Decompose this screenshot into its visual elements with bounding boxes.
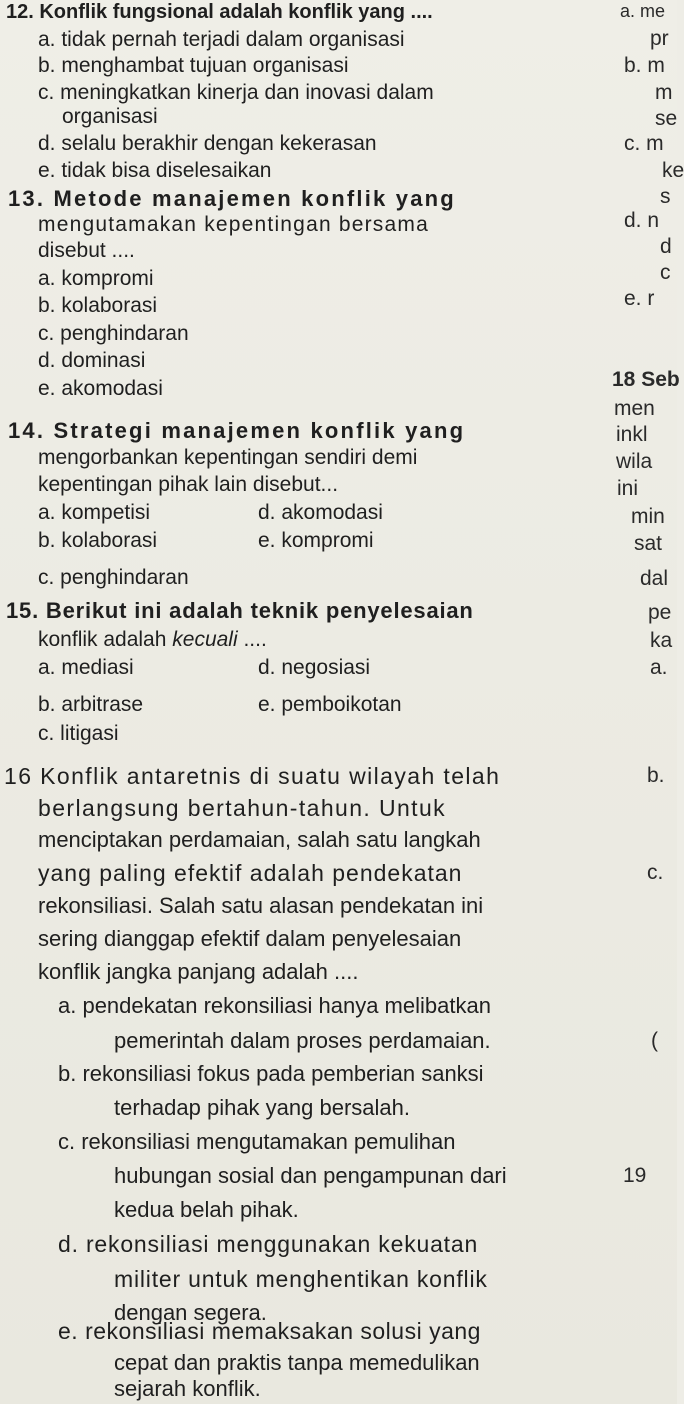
q15-option-a: a. mediasi <box>38 656 134 679</box>
q16-option-a-cont: pemerintah dalam proses perdamaian. <box>114 1028 491 1053</box>
right-fragment-8: men <box>614 397 655 420</box>
q12-option-b: b. menghambat tujuan organisasi <box>38 54 349 77</box>
q13-option-a: a. kompromi <box>38 267 154 290</box>
right-fragment-9: inkl <box>616 423 648 446</box>
right-fragment-4: ke <box>662 159 684 182</box>
q14-option-c: c. penghindaran <box>38 566 189 589</box>
right-fragment-1: pr <box>650 27 669 50</box>
q16-option-e-cont-2: sejarah konflik. <box>114 1376 261 1401</box>
right-q19-label: 19 <box>623 1164 647 1187</box>
q16-line-2: berlangsung bertahun-tahun. Untuk <box>38 795 447 821</box>
q14-line-2: mengorbankan kepentingan sendiri demi <box>38 446 418 469</box>
right-fragment-16: ka <box>650 629 673 652</box>
q12-option-c: c. meningkatkan kinerja dan inovasi dalam <box>38 81 434 104</box>
right-fragment-15: pe <box>648 601 672 624</box>
q16-option-c-cont-2: kedua belah pihak. <box>114 1197 299 1222</box>
q16-option-a: a. pendekatan rekonsiliasi hanya melibatkan <box>58 993 491 1018</box>
q15-line-1: 15. Berikut ini adalah teknik penyelesaian <box>6 598 474 623</box>
q16-line-5: rekonsiliasi. Salah satu alasan pendekatan ini <box>38 893 484 918</box>
q13-line-1: 13. Metode manajemen konflik yang <box>8 186 456 211</box>
q16-line-4: yang paling efektif adalah pendekatan <box>38 860 463 886</box>
q15-option-c: c. litigasi <box>38 722 119 745</box>
right-fragment-10: wila <box>616 450 653 473</box>
q16-option-c: c. rekonsiliasi mengutamakan pemulihan <box>58 1129 456 1154</box>
right-fragment-6: d <box>660 235 672 258</box>
q15-option-b: b. arbitrase <box>38 693 144 716</box>
right-fragment-5: s <box>660 185 671 208</box>
q16-line-6: sering dianggap efektif dalam penyelesaian <box>38 926 462 951</box>
right-option-e: e. r <box>624 287 655 310</box>
q16-option-b: b. rekonsiliasi fokus pada pemberian sanksi <box>58 1061 484 1086</box>
q12-option-d: d. selalu berakhir dengan kekerasan <box>38 132 377 155</box>
right-option-d: d. n <box>624 209 660 232</box>
q12-option-c-cont: organisasi <box>62 105 158 128</box>
right-option-b-2: b. <box>647 764 665 787</box>
q14-option-d: d. akomodasi <box>258 501 383 524</box>
right-option-b: b. m <box>624 54 665 77</box>
right-fragment-11: ini <box>617 477 639 500</box>
q16-line-1: 16 Konflik antaretnis di suatu wilayah telah <box>4 763 501 789</box>
q13-option-e: e. akomodasi <box>38 377 163 400</box>
right-q12-option-a: a. me <box>620 1 666 21</box>
q13-option-d: d. dominasi <box>38 349 146 372</box>
q15-option-d: d. negosiasi <box>258 656 371 679</box>
q12-option-e: e. tidak bisa diselesaikan <box>38 159 272 182</box>
right-fragment-7: c <box>660 261 671 284</box>
q14-line-1: 14. Strategi manajemen konflik yang <box>8 418 466 443</box>
right-option-a-2: a. <box>650 656 668 679</box>
q13-line-2: mengutamakan kepentingan bersama <box>38 213 429 236</box>
q16-option-e: e. rekonsiliasi memaksakan solusi yang <box>58 1318 481 1344</box>
right-q18-label: 18 Seb <box>612 368 680 391</box>
right-fragment-12: min <box>631 505 665 528</box>
q12-stem: 12. Konflik fungsional adalah konflik yang .... <box>6 1 433 23</box>
q13-option-c: c. penghindaran <box>38 322 189 345</box>
right-fragment-13: sat <box>634 532 663 555</box>
q13-line-3: disebut .... <box>38 239 135 262</box>
q12-option-a: a. tidak pernah terjadi dalam organisasi <box>38 28 405 51</box>
q15-option-e: e. pemboikotan <box>258 693 402 716</box>
q16-option-c-cont: hubungan sosial dan pengampunan dari <box>114 1163 507 1188</box>
q16-line-3: menciptakan perdamaian, salah satu langkah <box>38 827 481 852</box>
right-fragment-17: ( <box>651 1029 658 1052</box>
q15-line-2: konflik adalah kecuali .... <box>38 628 267 651</box>
right-option-c: c. m <box>624 132 664 155</box>
q16-option-d-cont-2: dengan segera. <box>114 1300 267 1325</box>
q13-option-b: b. kolaborasi <box>38 294 158 317</box>
q14-line-3: kepentingan pihak lain disebut... <box>38 473 339 496</box>
q16-option-e-cont: cepat dan praktis tanpa memedulikan <box>114 1350 480 1375</box>
q16-line-7: konflik jangka panjang adalah .... <box>38 959 359 984</box>
q16-option-d-cont: militer untuk menghentikan konflik <box>114 1266 488 1292</box>
q16-option-d: d. rekonsiliasi menggunakan kekuatan <box>58 1231 479 1257</box>
q14-option-b: b. kolaborasi <box>38 529 158 552</box>
q16-option-b-cont: terhadap pihak yang bersalah. <box>114 1095 410 1120</box>
right-fragment-14: dal <box>640 567 669 590</box>
q14-option-e: e. kompromi <box>258 529 374 552</box>
right-fragment-3: se <box>655 107 678 130</box>
right-option-c-2: c. <box>647 861 664 884</box>
q14-option-a: a. kompetisi <box>38 501 151 524</box>
right-fragment-2: m <box>655 81 673 104</box>
